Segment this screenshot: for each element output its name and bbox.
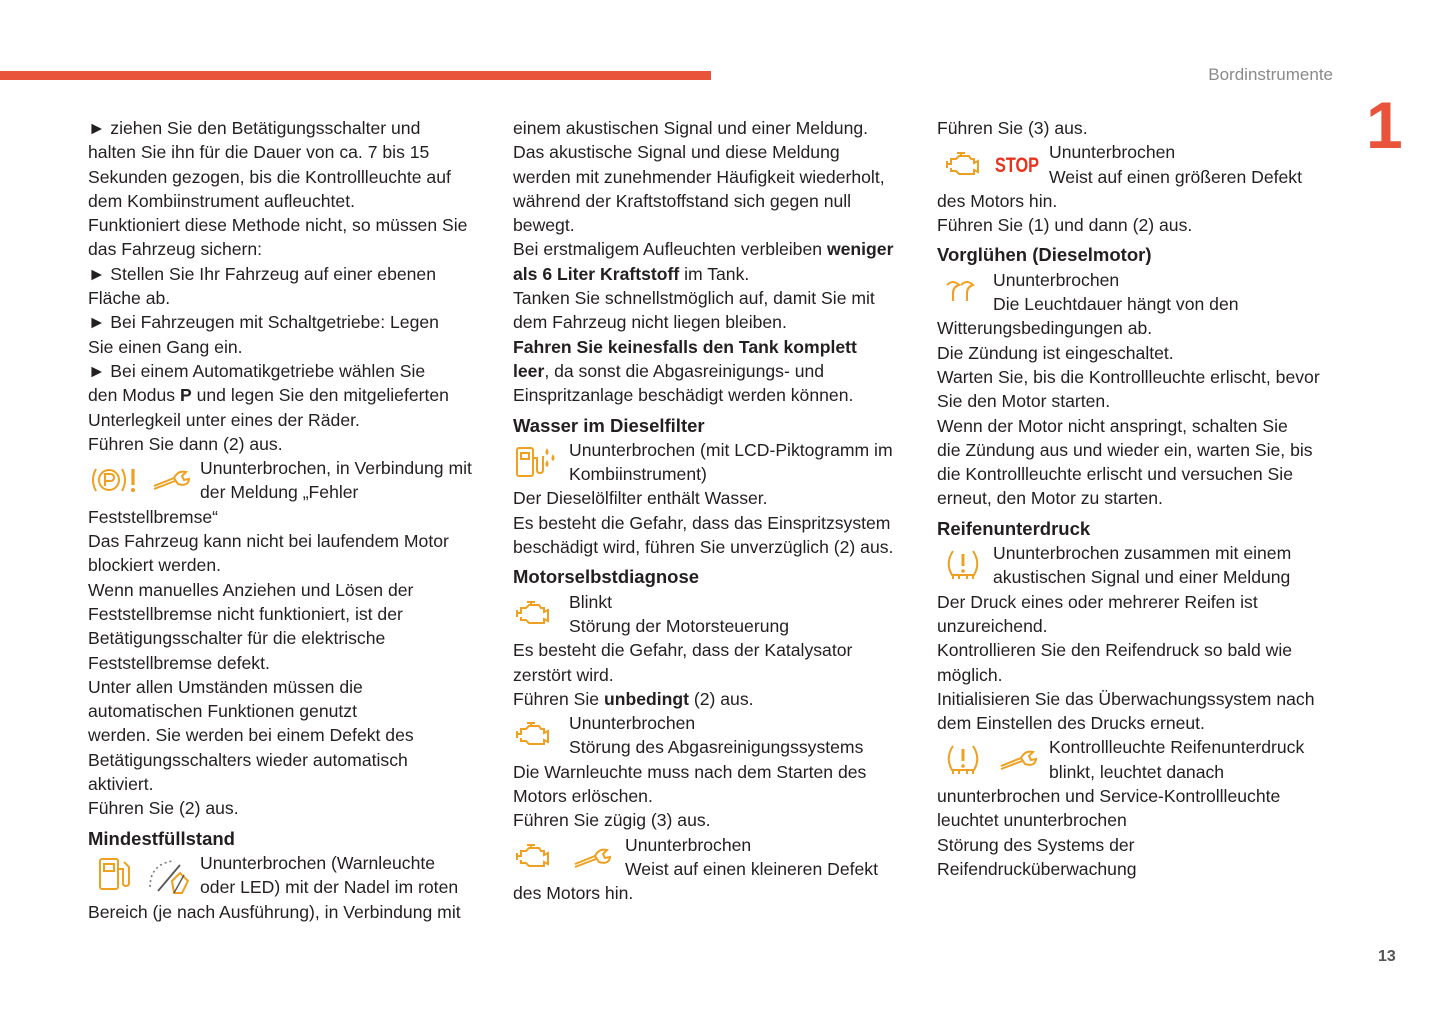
section-title: Bordinstrumente (1208, 65, 1333, 84)
text-line: Führen Sie (1) und dann (2) aus. (937, 215, 1193, 236)
tyre-pressure-icon (943, 545, 983, 585)
fuel-pump-icon (94, 853, 134, 897)
text-line: Der Druck eines oder mehrerer Reifen ist (937, 591, 1258, 612)
text-line: beschädigt wird, führen Sie unverzüglich (2) aus. (513, 537, 894, 558)
text-line: Störung des Systems der (937, 834, 1135, 855)
engine-minor-fault-block (513, 833, 918, 882)
text-run-bold: leer (513, 360, 545, 381)
text-line: Ununterbrochen (Warnleuchte (200, 852, 436, 873)
engine-fault-blinking-text (569, 590, 918, 639)
text-line: Die Leuchtdauer hängt von den (993, 294, 1239, 315)
tyre-system-fault-text (1049, 735, 1347, 784)
text-line: ► Stellen Sie Ihr Fahrzeug auf einer ebenen (88, 263, 437, 284)
wrench-service-icon (571, 840, 621, 874)
text-line: dem Fahrzeug nicht liegen bleiben. (513, 312, 787, 333)
wrench-service-icon (148, 462, 198, 498)
tyre-system-fault-block (937, 735, 1347, 784)
stop-engine-icons (937, 140, 1049, 189)
tyre-pressure-icon (943, 740, 983, 780)
water-in-diesel-icon (513, 442, 557, 482)
text-line: ► Bei Fahrzeugen mit Schaltgetriebe: Legen (88, 312, 439, 333)
engine-check-icon (513, 597, 553, 631)
text-line: Kontrollleuchte Reifenunterdruck (1049, 737, 1305, 758)
text-line: Störung des Abgasreinigungssystems (569, 737, 864, 758)
text-line: ununterbrochen und Service-Kontrollleuchte (937, 786, 1281, 807)
stop-label: STOP (995, 153, 1039, 177)
text-line: Warten Sie, bis die Kontrollleuchte erlischt, bevor (937, 366, 1320, 387)
text-line: Es besteht die Gefahr, dass der Katalysator (513, 640, 853, 661)
text-run: den Modus (88, 385, 180, 406)
text-line: Initialisieren Sie das Überwachungssystem nach (937, 688, 1315, 709)
wrench-service-icon (997, 742, 1047, 778)
text-line: akustischen Signal und einer Meldung (993, 567, 1291, 588)
text-line: Sie den Motor starten. (937, 391, 1111, 412)
text-line (513, 359, 918, 383)
text-line: Ununterbrochen (993, 269, 1120, 290)
text-line: werden. Sie werden bei einem Defekt des (88, 725, 414, 746)
text-line: Reifendrucküberwachung (937, 858, 1137, 879)
text-line: Störung der Motorsteuerung (569, 615, 790, 636)
text-line: Sekunden gezogen, bis die Kontrollleuchte auf (88, 166, 451, 187)
text-line: Feststellbremse nicht funktioniert, ist der (88, 603, 403, 624)
parking-brake-warning-icon (88, 462, 140, 498)
text-line: dem Kombiinstrument aufleuchtet. (88, 190, 355, 211)
text-line: blockiert werden. (88, 555, 221, 576)
engine-check-icon (513, 718, 553, 752)
text-line: die Zündung aus und wieder ein, warten Sie, bis (937, 439, 1313, 460)
engine-icons (513, 711, 569, 760)
text-run: (2) aus. (688, 688, 754, 709)
water-in-diesel-block (513, 438, 918, 487)
brake-warning-block (88, 456, 498, 505)
text-line: Führen Sie dann (2) aus. (88, 433, 283, 454)
heading-wasser-im-dieselfilter: Wasser im Dieselfilter (513, 414, 705, 436)
text-run-bold: Fahren Sie keinesfalls den Tank komplett (513, 336, 857, 357)
text-line: Ununterbrochen (569, 713, 696, 734)
glow-plug-icon (943, 275, 983, 309)
heading-mindestfuellstand: Mindestfüllstand (88, 827, 235, 849)
text-line: dem Einstellen des Drucks erneut. (937, 713, 1205, 734)
tyre-pressure-icons (937, 541, 993, 590)
glow-plug-text (993, 268, 1347, 317)
text-line: Es besteht die Gefahr, dass das Einspritzsystem (513, 512, 891, 533)
text-run: und legen Sie den mitgelieferten (191, 385, 449, 406)
text-run: im Tank. (679, 263, 750, 284)
text-line: des Motors hin. (513, 883, 634, 904)
text-line: Kontrollieren Sie den Reifendruck so bald wie (937, 640, 1293, 661)
text-line: ► ziehen Sie den Betätigungsschalter und (88, 118, 421, 138)
text-line: der Meldung „Fehler (200, 482, 359, 503)
engine-fault-continuous-block (513, 711, 918, 760)
text-line: werden mit zunehmender Häufigkeit wiederholt, (513, 166, 885, 187)
text-line: Wenn der Motor nicht anspringt, schalten Sie (937, 415, 1288, 436)
stop-engine-block (937, 140, 1347, 189)
text-line: ► Bei einem Automatikgetriebe wählen Sie (88, 360, 426, 381)
text-line: Führen Sie (3) aus. (937, 118, 1088, 138)
text-line: Ununterbrochen (625, 834, 752, 855)
text-line: Das Fahrzeug kann nicht bei laufendem Motor (88, 531, 449, 552)
text-line: unzureichend. (937, 615, 1048, 636)
heading-motorselbstdiagnose: Motorselbstdiagnose (513, 566, 700, 588)
text-run: Bei erstmaligem Aufleuchten verbleiben (513, 239, 827, 260)
text-run: Führen Sie (513, 688, 604, 709)
text-line: erneut, den Motor zu starten. (937, 488, 1163, 509)
text-line: Ununterbrochen, in Verbindung mit (200, 458, 472, 479)
text-line: Die Zündung ist eingeschaltet. (937, 342, 1174, 363)
text-line: Ununterbrochen zusammen mit einem (993, 543, 1292, 564)
text-line: einem akustischen Signal und einer Meldung. (513, 118, 869, 138)
text-run-bold: weniger (826, 239, 894, 260)
engine-service-icons (513, 833, 625, 882)
text-line: Motors erlöschen. (513, 786, 653, 807)
text-line (513, 687, 918, 711)
text-line: Betätigungsschalters wieder automatisch (88, 749, 408, 770)
tyre-system-fault-icons (937, 735, 1049, 784)
text-line: Feststellbremse“ (88, 506, 219, 527)
chapter-number: 1 (1366, 88, 1403, 162)
tyre-pressure-text (993, 541, 1347, 590)
glow-plug-icons (937, 268, 993, 317)
heading-vorgluehen: Vorglühen (Dieselmotor) (937, 244, 1152, 266)
text-line: Die Warnleuchte muss nach dem Starten des (513, 761, 867, 782)
text-line (513, 237, 918, 261)
text-line: Das akustische Signal und diese Meldung (513, 142, 840, 163)
text-line: Feststellbremse defekt. (88, 652, 270, 673)
text-line: Ununterbrochen (1049, 142, 1176, 163)
engine-fault-continuous-text (569, 711, 918, 760)
brake-warning-text (200, 456, 498, 505)
engine-check-icon (513, 840, 553, 874)
text-line: Betätigungsschalter für die elektrische (88, 628, 386, 649)
text-line: oder LED) mit der Nadel im roten (200, 877, 459, 898)
gear-p-label: P (179, 385, 192, 406)
text-line: blinkt, leuchtet danach (1049, 761, 1225, 782)
stop-warning-icon (993, 148, 1045, 182)
text-line: Führen Sie (2) aus. (88, 798, 239, 819)
text-line: Bereich (je nach Ausführung), in Verbindung mit (88, 901, 461, 922)
text-line: bewegt. (513, 215, 575, 236)
text-line: Fläche ab. (88, 288, 171, 309)
column-1 (88, 116, 498, 924)
text-line: Weist auf einen kleineren Defekt (625, 858, 878, 879)
text-run-bold: als 6 Liter Kraftstoff (513, 263, 680, 284)
fuel-level-text (200, 851, 498, 900)
fuel-level-block (88, 851, 498, 900)
stop-engine-text (1049, 140, 1347, 189)
engine-fault-blinking-block (513, 590, 918, 639)
column-3 (937, 116, 1347, 881)
text-line: Blinkt (569, 591, 613, 612)
text-line: Ununterbrochen (mit LCD-Piktogramm im (569, 439, 893, 460)
water-in-diesel-icons (513, 438, 569, 487)
text-line: Einspritzanlage beschädigt werden können. (513, 385, 854, 406)
text-line: Der Dieselölfilter enthält Wasser. (513, 488, 768, 509)
text-line: Witterungsbedingungen ab. (937, 318, 1153, 339)
heading-reifenunterdruck: Reifenunterdruck (937, 517, 1091, 539)
water-in-diesel-text (569, 438, 918, 487)
text-line: aktiviert. (88, 774, 154, 795)
text-line: Funktioniert diese Methode nicht, so müssen Sie (88, 215, 468, 236)
text-line: zerstört wird. (513, 664, 614, 685)
engine-minor-fault-text (625, 833, 918, 882)
text-run: , da sonst die Abgasreinigungs- und (544, 360, 825, 381)
text-line: während der Kraftstoffstand sich gegen null (513, 190, 852, 211)
tyre-pressure-block (937, 541, 1347, 590)
text-line (513, 335, 918, 359)
text-line (88, 383, 498, 407)
text-line: Sie einen Gang ein. (88, 336, 243, 357)
page-number: 13 (1378, 948, 1396, 965)
text-line: automatischen Funktionen genutzt (88, 701, 357, 722)
fuel-level-icons (88, 851, 200, 900)
text-run-bold: unbedingt (603, 688, 689, 709)
fuel-gauge-icon (144, 853, 196, 897)
text-line: die Kontrollleuchte erlischt und versuchen Sie (937, 464, 1293, 485)
text-line: Weist auf einen größeren Defekt (1049, 166, 1302, 187)
text-line: leuchtet ununterbrochen (937, 810, 1127, 831)
text-line: Wenn manuelles Anziehen und Lösen der (88, 579, 414, 600)
text-line: des Motors hin. (937, 190, 1058, 211)
text-line (513, 262, 918, 286)
text-line: das Fahrzeug sichern: (88, 239, 263, 260)
engine-check-icon (943, 148, 983, 182)
text-line: möglich. (937, 664, 1003, 685)
text-line: Führen Sie zügig (3) aus. (513, 810, 711, 831)
engine-icons (513, 590, 569, 639)
column-2 (513, 116, 918, 906)
text-line: Unter allen Umständen müssen die (88, 676, 363, 697)
text-line: Tanken Sie schnellstmöglich auf, damit Sie mit (513, 288, 875, 309)
glow-plug-block (937, 268, 1347, 317)
text-line: halten Sie ihn für die Dauer von ca. 7 bis 15 (88, 142, 430, 163)
header-accent-bar (0, 71, 711, 80)
text-line: Kombiinstrument) (569, 464, 707, 485)
brake-warning-icons (88, 456, 200, 505)
text-line: Unterlegkeil unter eines der Räder. (88, 409, 360, 430)
